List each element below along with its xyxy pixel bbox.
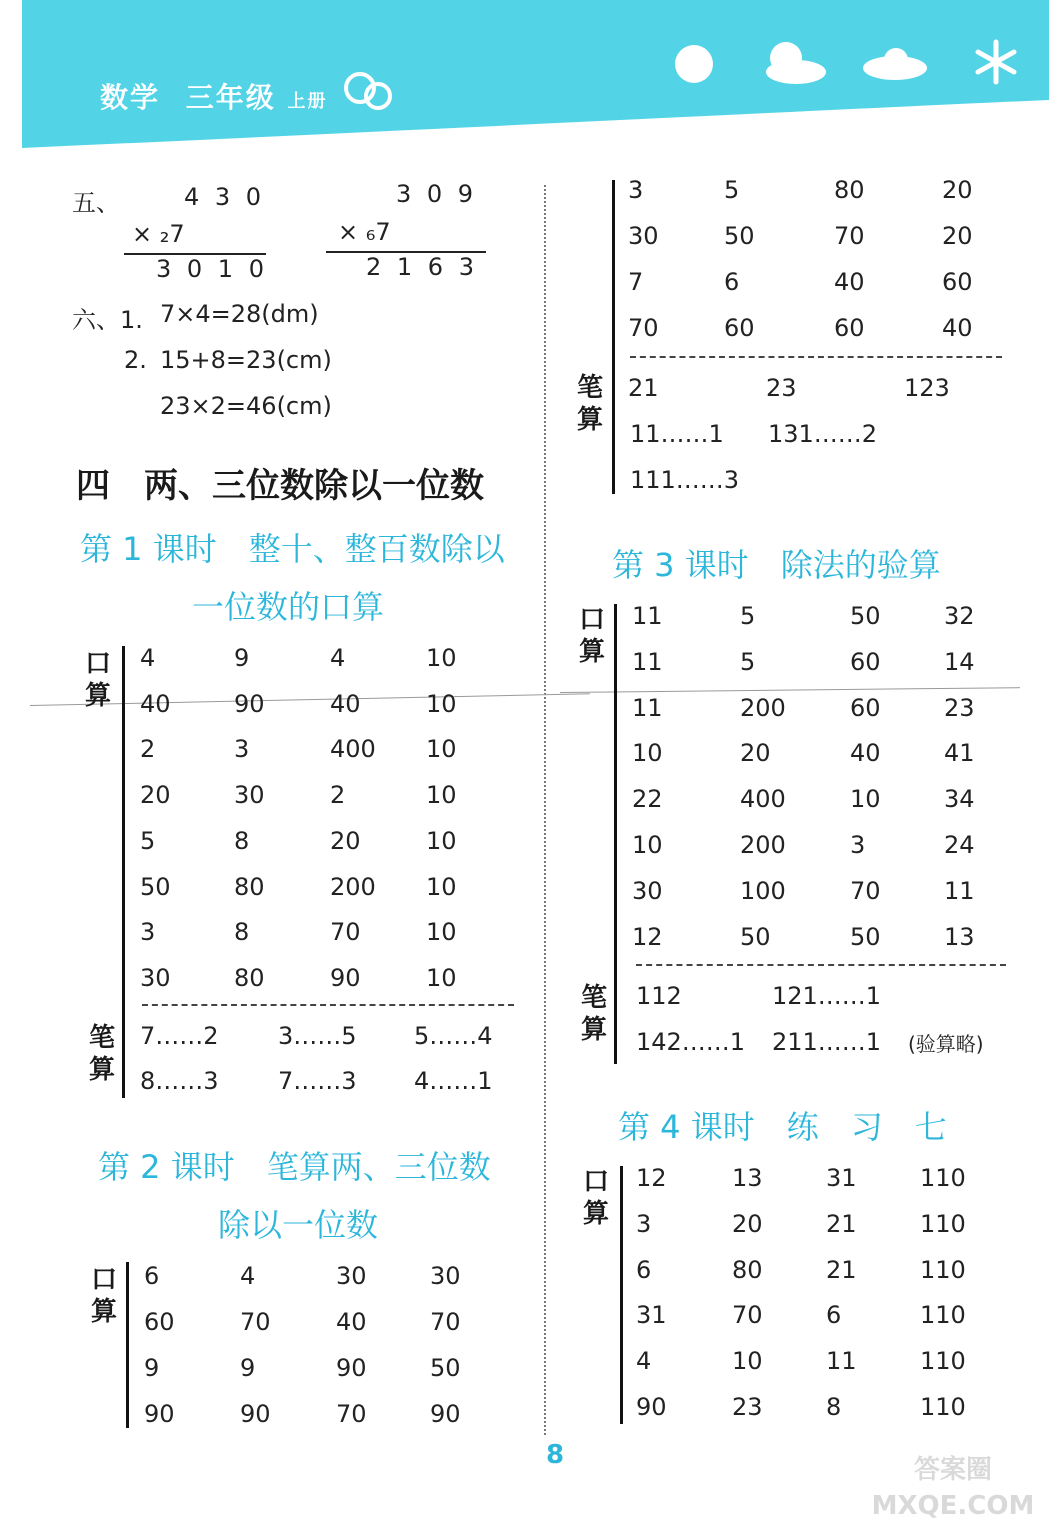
l4-cell: 21: [826, 1255, 857, 1284]
l1-cell: 5: [140, 826, 156, 855]
l3-kousuan-label: 口算: [578, 605, 605, 667]
column-divider: [544, 185, 546, 1435]
l2-cell: 90: [336, 1354, 367, 1382]
l3-cell: 200: [740, 693, 786, 722]
top-cell: 20: [942, 176, 973, 204]
top-bisuan-cell: 11……1: [630, 420, 724, 448]
l3-cell: 41: [944, 739, 975, 768]
l4-cell: 12: [636, 1164, 667, 1192]
l3-cell: 5: [740, 647, 756, 676]
top-cell: 40: [942, 314, 973, 342]
l4-cell: 13: [732, 1164, 763, 1192]
l4-cell: 70: [732, 1301, 763, 1330]
top-bisuan-cell: 23: [766, 374, 797, 402]
q5b-mult: × ₆7: [338, 218, 391, 246]
l4-cell: 4: [636, 1347, 652, 1376]
l1-cell: 4: [140, 644, 156, 672]
l2-cell: 9: [144, 1354, 160, 1382]
q6-2a: 15+8=23(cm): [160, 346, 332, 374]
sun-icon: [672, 42, 716, 86]
l3-cell: 50: [850, 922, 881, 951]
lesson4-title: 第 4 课时 练 习 七: [618, 1108, 947, 1146]
l3-cell: 22: [632, 785, 663, 814]
top-cell: 30: [628, 222, 659, 250]
top-cell: 3: [628, 176, 644, 204]
l1-dash: [142, 1004, 514, 1006]
q5b-top: 3 0 9: [396, 180, 478, 208]
top-cell: 60: [834, 314, 865, 342]
l1-cell: 40: [140, 689, 171, 718]
l3-cell: 34: [944, 785, 975, 814]
l3-cell: 30: [632, 876, 663, 905]
l3-cell: 32: [944, 602, 975, 630]
cloud-icon: [860, 44, 930, 84]
l1-cell: 90: [234, 689, 265, 718]
q5a-result: 3 0 1 0: [156, 255, 268, 283]
l3-bisuan-cell: 112: [636, 982, 682, 1010]
l1-cell: 8: [234, 826, 250, 855]
l4-cell: 110: [920, 1164, 966, 1192]
l1-cell: 3: [140, 918, 156, 947]
l1-bisuan-cell: 8……3: [140, 1067, 219, 1095]
top-bisuan-label: 笔算: [576, 373, 603, 435]
snowflake-icon: [972, 38, 1020, 86]
l4-cell: 110: [920, 1347, 966, 1376]
l2-cell: 30: [336, 1262, 367, 1290]
bisuan-label: 笔算: [88, 1023, 115, 1085]
q5a-mult: × ₂7: [132, 220, 185, 248]
l1-cell: 200: [330, 872, 376, 901]
l1-vline: [122, 646, 125, 1098]
l3-cell: 200: [740, 831, 786, 859]
l1-cell: 30: [140, 963, 171, 992]
watermark: 答案圈 MXQE.COM: [871, 1455, 1035, 1521]
l4-vline: [620, 1166, 623, 1424]
l3-cell: 50: [740, 922, 771, 951]
l3-dash: [636, 964, 1006, 966]
l1-cell: 40: [330, 689, 361, 718]
l2-kousuan-label: 口算: [90, 1265, 117, 1327]
lesson2-title-line1: 第 2 课时 笔算两、三位数: [98, 1148, 491, 1186]
l1-cell: 10: [426, 735, 457, 764]
l1-bisuan-cell: 7……3: [278, 1067, 357, 1095]
l3-cell: 23: [944, 693, 975, 722]
l2-cell: 6: [144, 1262, 160, 1290]
l1-cell: 10: [426, 689, 457, 718]
q5-label: 五、: [72, 189, 120, 217]
l3-cell: 10: [632, 831, 663, 859]
l1-cell: 3: [234, 735, 250, 764]
l4-cell: 8: [826, 1393, 842, 1421]
header-title: [100, 76, 328, 116]
l1-cell: 400: [330, 735, 376, 764]
l4-kousuan-label: 口算: [582, 1167, 609, 1229]
l4-cell: 80: [732, 1255, 763, 1284]
l1-cell: 10: [426, 826, 457, 855]
partly-cloudy-icon: [758, 38, 828, 88]
l3-bisuan-cell: 211……1: [772, 1028, 882, 1056]
page-number: 8: [546, 1440, 565, 1470]
kousuan-label: 口算: [84, 649, 111, 711]
volume-label: 上册: [287, 91, 328, 112]
l2-cell: 90: [430, 1400, 461, 1428]
top-cell: 50: [724, 222, 755, 250]
q6-2b: 23×2=46(cm): [160, 392, 332, 420]
l3-bisuan-cell: 142……1: [636, 1028, 746, 1056]
l1-cell: 80: [234, 872, 265, 901]
l1-cell: 10: [426, 963, 457, 992]
l1-bisuan-cell: 3……5: [278, 1022, 357, 1050]
subject-label: 数学: [100, 81, 161, 114]
l1-bisuan-cell: 4……1: [414, 1067, 493, 1095]
l2-cell: 70: [240, 1308, 271, 1336]
l1-cell: 2: [140, 735, 156, 764]
top-cell: 60: [724, 314, 755, 342]
l2-cell: 90: [144, 1400, 175, 1428]
l4-cell: 31: [826, 1164, 857, 1192]
l4-cell: 110: [920, 1209, 966, 1238]
l1-bisuan-cell: 5……4: [414, 1022, 493, 1050]
l1-cell: 30: [234, 781, 265, 810]
l4-cell: 110: [920, 1255, 966, 1284]
l1-cell: 9: [234, 644, 250, 672]
l2-cell: 50: [430, 1354, 461, 1382]
l1-cell: 10: [426, 872, 457, 901]
l3-cell: 3: [850, 831, 866, 859]
l3-cell: 5: [740, 602, 756, 630]
l4-cell: 110: [920, 1393, 966, 1421]
l2-cell: 30: [430, 1262, 461, 1290]
l4-cell: 31: [636, 1301, 667, 1330]
l1-cell: 20: [330, 826, 361, 855]
l3-cell: 60: [850, 693, 881, 722]
l3-vline: [614, 604, 617, 1064]
l3-cell: 14: [944, 647, 975, 676]
l2-cell: 9: [240, 1354, 256, 1382]
l3-cell: 10: [850, 785, 881, 814]
chapter-title: 四 两、三位数除以一位数: [76, 466, 484, 506]
l2-cell: 60: [144, 1308, 175, 1336]
top-cell: 40: [834, 268, 865, 296]
l4-cell: 21: [826, 1209, 857, 1238]
top-cell: 70: [628, 314, 659, 342]
l1-cell: 4: [330, 644, 346, 672]
l4-cell: 23: [732, 1393, 763, 1421]
top-cell: 5: [724, 176, 740, 204]
l3-cell: 50: [850, 602, 881, 630]
q6-label: 六、1.: [72, 306, 143, 334]
top-bisuan-cell: 111……3: [630, 466, 740, 494]
l3-cell: 11: [632, 693, 663, 722]
fold-line-right: [560, 687, 1020, 693]
l1-cell: 50: [140, 872, 171, 901]
l3-cell: 11: [944, 876, 975, 905]
l3-cell: 12: [632, 922, 663, 951]
l2-cell: 90: [240, 1400, 271, 1428]
l3-cell: 13: [944, 922, 975, 951]
top-cell: 60: [942, 268, 973, 296]
l2-cell: 70: [430, 1308, 461, 1336]
l3-bisuan-cell: 121……1: [772, 982, 882, 1010]
top-vline: [612, 180, 615, 494]
q6-1: 7×4=28(dm): [160, 300, 319, 328]
top-cell: 7: [628, 268, 644, 296]
l1-cell: 90: [330, 963, 361, 992]
top-cell: 20: [942, 222, 973, 250]
l4-cell: 6: [636, 1255, 652, 1284]
l4-cell: 10: [732, 1347, 763, 1376]
l4-cell: 11: [826, 1347, 857, 1376]
top-bisuan-cell: 131……2: [768, 420, 878, 448]
top-bisuan-cell: 123: [904, 374, 950, 402]
q5a-top: 4 3 0: [184, 183, 266, 211]
l1-cell: 70: [330, 918, 361, 947]
l1-cell: 10: [426, 918, 457, 947]
top-cell: 80: [834, 176, 865, 204]
l3-cell: 70: [850, 876, 881, 905]
q5b-result: 2 1 6 3: [366, 253, 478, 281]
top-dash: [630, 356, 1002, 358]
q6-2-label: 2.: [124, 346, 147, 374]
l3-cell: 60: [850, 647, 881, 676]
lesson1-title-line2: 一位数的口算: [192, 588, 385, 626]
l1-cell: 10: [426, 644, 457, 672]
l2-cell: 4: [240, 1262, 256, 1290]
l3-cell: 20: [740, 739, 771, 768]
l1-bisuan-cell: 7……2: [140, 1022, 219, 1050]
top-bisuan-cell: 21: [628, 374, 659, 402]
l1-cell: 20: [140, 781, 171, 810]
l3-cell: 24: [944, 831, 975, 859]
l3-cell: 11: [632, 647, 663, 676]
l3-cell: 10: [632, 739, 663, 768]
l3-cell: 40: [850, 739, 881, 768]
l2-vline: [126, 1262, 129, 1428]
grade-label: 三年级: [185, 81, 276, 114]
lesson2-title-line2: 除以一位数: [218, 1206, 379, 1244]
l1-cell: 2: [330, 781, 346, 810]
l4-cell: 110: [920, 1301, 966, 1330]
l1-cell: 8: [234, 918, 250, 947]
top-cell: 6: [724, 268, 740, 296]
l2-cell: 40: [336, 1308, 367, 1336]
l4-cell: 20: [732, 1209, 763, 1238]
l1-cell: 10: [426, 781, 457, 810]
l3-bisuan-cell: (验算略): [908, 1032, 984, 1056]
l3-bisuan-label: 笔算: [580, 983, 607, 1045]
l4-cell: 3: [636, 1209, 652, 1238]
l1-cell: 80: [234, 963, 265, 992]
l4-cell: 90: [636, 1393, 667, 1421]
top-cell: 70: [834, 222, 865, 250]
l4-cell: 6: [826, 1301, 842, 1330]
l3-cell: 100: [740, 876, 786, 905]
lesson3-title: 第 3 课时 除法的验算: [612, 546, 941, 584]
lesson1-title-line1: 第 1 课时 整十、整百数除以: [80, 530, 505, 568]
l3-cell: 11: [632, 602, 663, 630]
l2-cell: 70: [336, 1400, 367, 1428]
rings-icon: [340, 66, 400, 116]
l3-cell: 400: [740, 785, 786, 814]
